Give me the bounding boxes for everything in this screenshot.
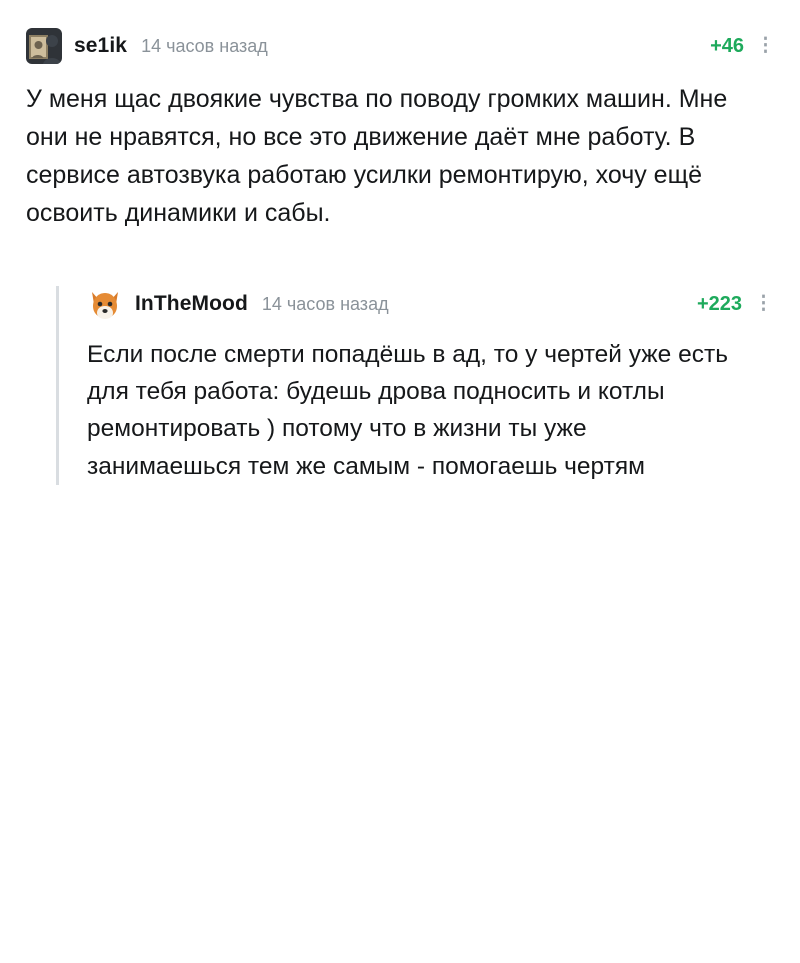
comment-body: У меня щас двоякие чувства по поводу громких машин. Мне они не нравятся, но все это движение даёт мне работу. В сервисе автозвука работаю усилки ремонтирую, хочу ещё освоить динамики и сабы. [26,85,735,227]
comment-timestamp: 14 часов назад [261,293,389,314]
comment-body: Если после смерти попадёшь в ад, то у чертей уже есть для тебя работа: будешь дрова подносить и котлы ремонтировать ) потому что в жизни ты уже занимаешься тем же самым - помогаешь чертям [87,341,735,480]
comment-root [26,28,774,232]
comment-score[interactable]: +223 [696,292,742,315]
comment-username[interactable]: se1ik [74,34,128,57]
comment-reply [56,286,774,485]
avatar-inthemood[interactable] [87,286,123,322]
more-options-icon[interactable]: ⋮ [756,35,775,56]
avatar-se1ik[interactable] [26,28,62,64]
comment-header [87,286,774,322]
comment-header [26,28,774,64]
comment-username[interactable]: InTheMood [135,292,248,315]
more-options-icon[interactable]: ⋮ [754,293,773,314]
comment-timestamp: 14 часов назад [141,35,268,56]
comment-score[interactable]: +46 [710,34,744,57]
